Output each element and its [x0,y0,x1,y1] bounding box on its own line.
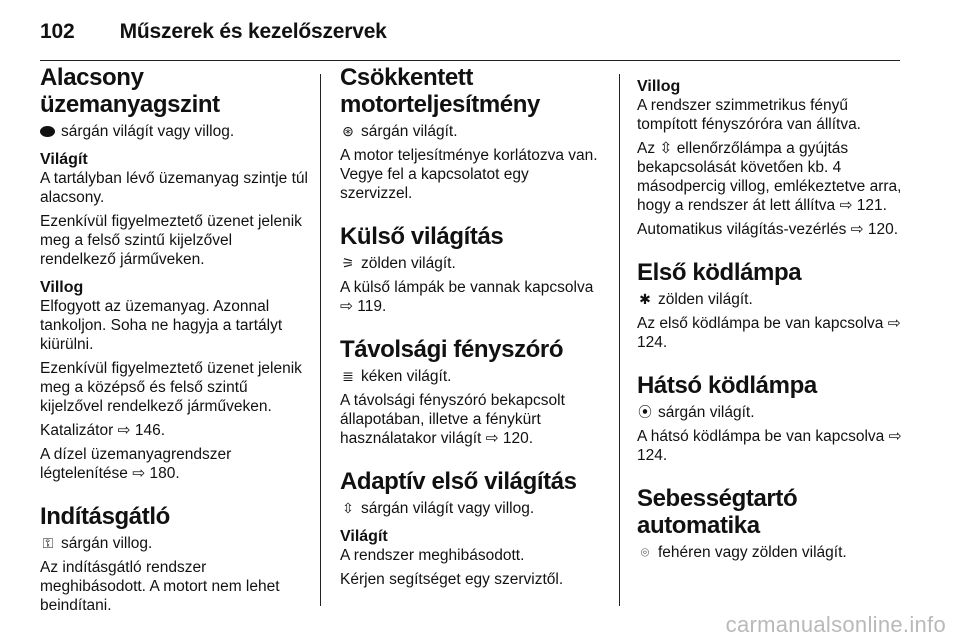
heading-reduced-power: Csökkentett motorteljesítmény [340,64,540,118]
column-3 [637,64,907,567]
paragraph: Ezenkívül figyelmeztető üzenet jelenik meg a középső és felső szintű kijelzővel rendelkező járműveken. [40,360,302,415]
heading-adaptive-light: Adaptív első világítás [340,468,577,495]
power-status: ⊛ sárgán világít. [340,122,605,141]
engine-icon: ⊛ [342,123,354,139]
heading-immobilizer: Indításgátló [40,503,170,530]
paragraph: A külső lámpák be vannak kapcsolva ⇨ 119. [340,279,594,315]
fuel-status: sárgán világít vagy villog. [40,122,308,141]
exterior-status: ⚞ zölden világít. [341,255,456,272]
column-1 [40,64,308,620]
subheading-lit: Világít [40,151,88,168]
page-number: 102 [40,20,75,43]
paragraph: A hátsó ködlámpa be van kapcsolva ⇨ 124. [637,428,902,464]
paragraph: Ezenkívül figyelmeztető üzenet jelenik meg a felső szintű kijelzővel rendelkező járműveken. [40,213,302,268]
heading-rear-fog: Hátsó ködlámpa [637,372,817,399]
page-header [40,20,387,44]
heading-high-beam: Távolsági fényszóró [340,336,564,363]
high-beam-status: ≣ kéken világít. [340,367,605,386]
cross-reference: Automatikus világítás-vezérlés ⇨ 120. [637,221,899,238]
column-2 [340,64,605,594]
afl-icon: ⇳ [342,500,354,516]
subheading-flashing: Villog [637,78,681,95]
front-fog-status: ✱ zölden világít. [637,290,907,309]
rear-fog-status: ⦿ sárgán világít. [638,404,755,421]
paragraph: Kérjen segítséget egy szerviztől. [340,571,564,588]
high-beam-icon: ≣ [342,368,354,384]
heading-cruise-control: Sebességtartó automatika [637,485,798,539]
heading-front-fog: Első ködlámpa [637,259,802,286]
subheading-lit: Világít [340,528,388,545]
paragraph: Az ⇳ ellenőrzőlámpa a gyújtás bekapcsolását követően kb. 4 másodpercig villog, emlékeztetve arra, hogy a rendszer át lett állítva ⇨ 121. [637,140,902,214]
paragraph: Elfogyott az üzemanyag. Azonnal tankoljon. Soha ne hagyja a tartályt kiürülni. [40,298,283,353]
paragraph: A távolsági fényszóró bekapcsolt állapotában, illetve a fénykürt használatakor világít ⇨ 120. [340,392,565,447]
paragraph: A rendszer meghibásodott. [340,547,525,564]
heading-low-fuel: Alacsony üzemanyagszint [40,64,220,118]
chapter-title: Műszerek és kezelőszervek [119,20,387,43]
header-rule [40,60,900,61]
afl-status: ⇳ sárgán világít vagy villog. [340,499,605,518]
subheading-flashing: Villog [40,279,84,296]
heading-exterior-light: Külső világítás [340,223,504,250]
fuel-indicator-icon [40,126,55,137]
column-divider [619,74,620,606]
watermark: carmanualsonline.info [725,612,946,637]
immobilizer-icon: ⚿ [42,535,54,551]
paragraph: A motor teljesítménye korlátozva van. Vegye fel a kapcsolatot egy szervizzel. [340,147,598,202]
front-fog-icon: ✱ [639,291,651,307]
rear-fog-icon: ⦿ [638,404,652,420]
cross-reference: A dízel üzemanyagrendszer légtelenítése ⇨ 180. [40,446,232,482]
paragraph: A tartályban lévő üzemanyag szintje túl alacsony. [40,170,308,206]
paragraph: A rendszer szimmetrikus fényű tompított fényszóróra van állítva. [637,97,861,133]
cross-reference: Katalizátor ⇨ 146. [40,422,165,439]
immobilizer-status: ⚿ sárgán villog. [40,534,308,553]
cruise-status: ⌾ fehéren vagy zölden világít. [637,543,907,562]
paragraph: Az első ködlámpa be van kapcsolva ⇨ 124. [637,315,901,351]
cruise-control-icon: ⌾ [640,544,650,560]
exterior-light-icon: ⚞ [341,255,355,271]
column-divider [320,74,321,606]
paragraph: Az indításgátló rendszer meghibásodott. A motort nem lehet beindítani. [40,559,280,614]
